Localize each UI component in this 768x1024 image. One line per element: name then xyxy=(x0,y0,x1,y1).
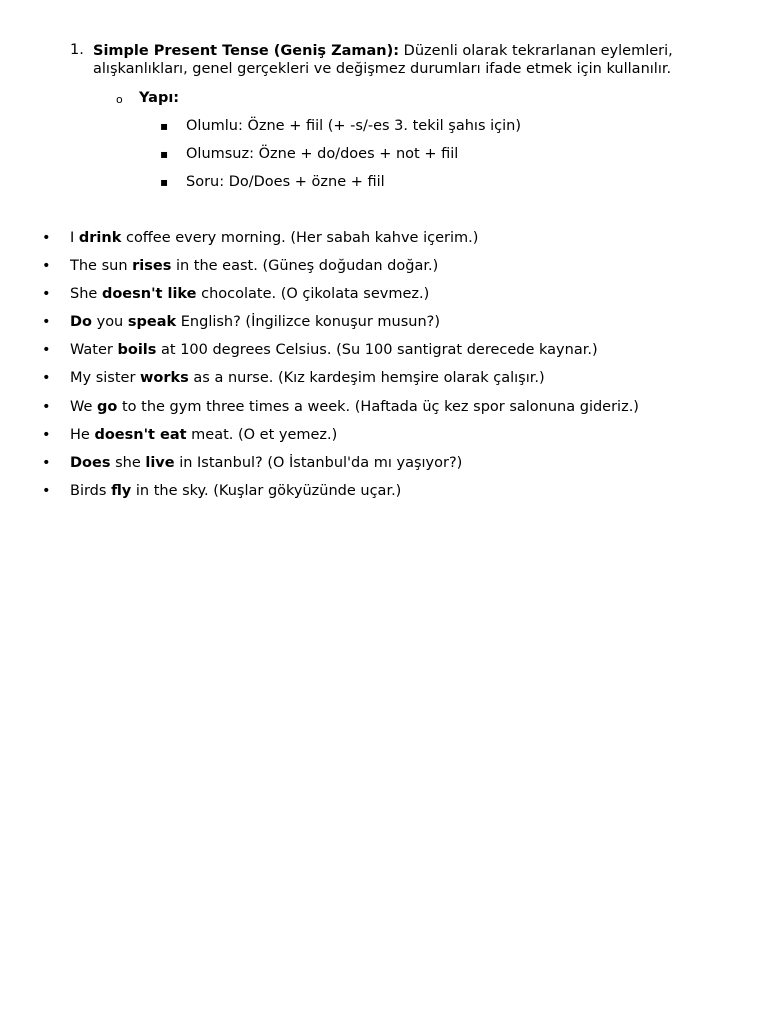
bullet-dot: • xyxy=(42,258,51,275)
example-text xyxy=(70,286,429,302)
list-number: 1. xyxy=(70,42,84,58)
sentence-fragment: The sun xyxy=(70,258,133,275)
verb-highlight: rises xyxy=(132,258,172,275)
bullet-dot: • xyxy=(42,482,51,499)
square-bullet: ▪ xyxy=(160,147,169,161)
sentence-fragment: English? (İngilizce konuşur musun?) xyxy=(176,314,441,331)
sentence-fragment: He xyxy=(70,426,95,443)
sentence-fragment: meat. (O et yemez.) xyxy=(186,426,338,443)
sentence-fragment: at 100 degrees Celsius. (Su 100 santigrat derecede kaynar.) xyxy=(156,342,598,359)
structure-label: Yapı: xyxy=(139,90,180,106)
circle-bullet: o xyxy=(116,93,123,106)
sentence-fragment: she xyxy=(110,454,146,471)
structure-text: Soru: Do/Does + özne + fiil xyxy=(186,174,385,190)
bullet-dot: • xyxy=(42,370,51,387)
structure-text: Olumsuz: Özne + do/does + not + fiil xyxy=(186,146,459,162)
example-text xyxy=(70,399,639,415)
example-text xyxy=(70,230,478,246)
sentence-fragment: chocolate. (O çikolata sevmez.) xyxy=(196,286,430,303)
verb-highlight: go xyxy=(97,398,118,415)
verb-highlight: Does xyxy=(70,454,111,471)
numbered-item-simple-present xyxy=(70,42,730,78)
example-text xyxy=(70,258,438,274)
sentence-fragment: coffee every morning. (Her sabah kahve içerim.) xyxy=(121,230,479,246)
verb-highlight: doesn't like xyxy=(101,286,197,303)
example-text xyxy=(70,427,337,443)
example-text xyxy=(70,455,462,471)
sentence-fragment: She xyxy=(70,286,102,303)
verb-highlight: fly xyxy=(111,482,132,499)
numbered-item-body xyxy=(93,42,730,78)
sentence-fragment: I xyxy=(70,230,79,246)
bullet-dot: • xyxy=(42,314,51,331)
sentence-fragment: in the east. (Güneş doğudan doğar.) xyxy=(171,258,439,275)
sentence-fragment: We xyxy=(70,398,98,415)
bullet-dot: • xyxy=(42,398,51,415)
sentence-fragment: My sister xyxy=(70,370,141,387)
sentence-fragment: you xyxy=(92,314,128,331)
verb-highlight: doesn't eat xyxy=(94,426,187,443)
verb-highlight: works xyxy=(140,370,189,387)
section-title: Simple Present Tense (Geniş Zaman): xyxy=(93,43,400,59)
verb-highlight: boils xyxy=(117,342,157,359)
sentence-fragment: Birds xyxy=(70,482,112,499)
bullet-dot: • xyxy=(42,454,51,471)
sentence-fragment: in the sky. (Kuşlar gökyüzünde uçar.) xyxy=(131,482,402,499)
sentence-fragment: as a nurse. (Kız kardeşim hemşire olarak çalışır.) xyxy=(188,370,545,387)
example-text xyxy=(70,370,545,386)
structure-text: Olumlu: Özne + fiil (+ -s/-es 3. tekil şahıs için) xyxy=(186,118,521,134)
sentence-fragment: to the gym three times a week. (Haftada üç kez spor salonuna gideriz.) xyxy=(117,398,639,415)
example-text xyxy=(70,483,401,499)
example-text xyxy=(70,342,598,358)
sentence-fragment: in Istanbul? (O İstanbul'da mı yaşıyor?) xyxy=(174,454,463,471)
section-description: Düzenli olarak tekrarlanan eylemleri, alışkanlıkları, genel gerçekleri ve değişmez durumları ifade etmek için kullanılır. xyxy=(93,43,673,77)
verb-highlight: speak xyxy=(127,314,177,331)
bullet-dot: • xyxy=(42,230,51,246)
bullet-dot: • xyxy=(42,426,51,443)
verb-highlight: live xyxy=(145,454,175,471)
square-bullet: ▪ xyxy=(160,119,169,133)
bullet-dot: • xyxy=(42,286,51,303)
bullet-dot: • xyxy=(42,342,51,359)
verb-highlight: drink xyxy=(78,230,122,246)
example-text xyxy=(70,314,440,330)
sentence-fragment: Water xyxy=(70,342,118,359)
verb-highlight: Do xyxy=(70,314,92,331)
square-bullet: ▪ xyxy=(160,175,169,189)
